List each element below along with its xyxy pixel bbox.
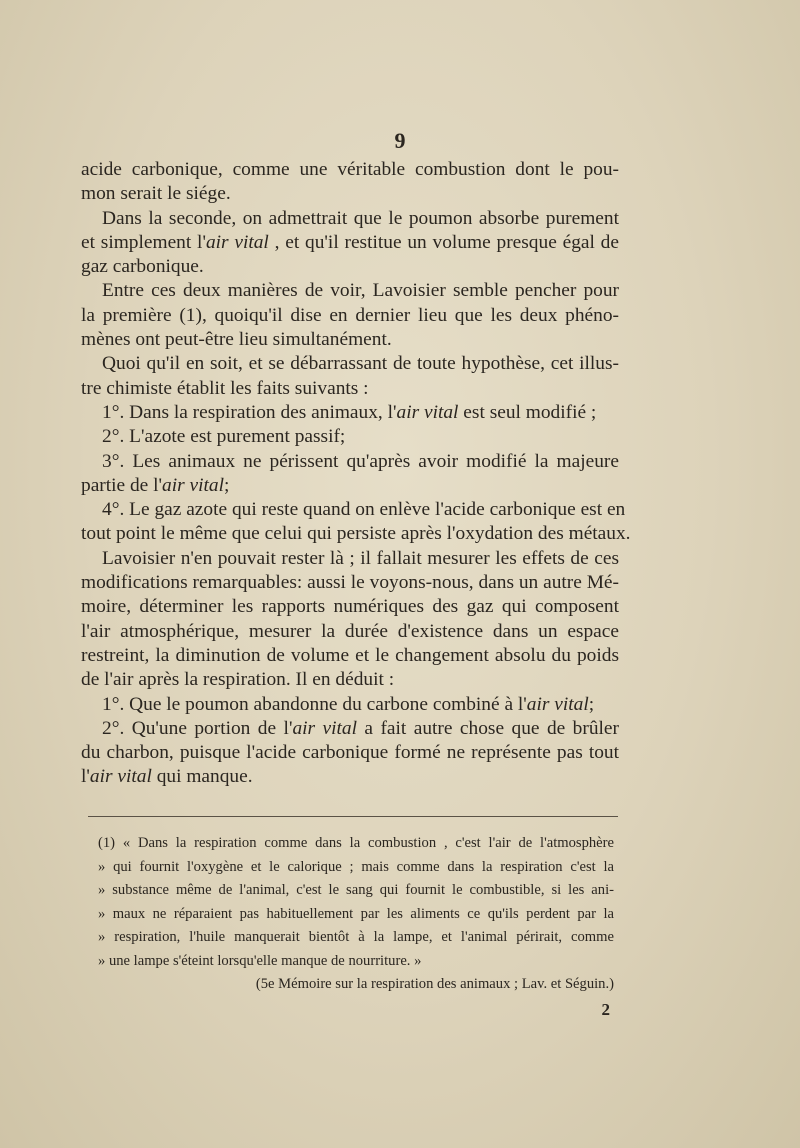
footnote-line: » qui fournit l'oxygène et le calorique ; mais comme dans la respiration c'est la [98, 858, 614, 875]
text-line: 1°. Dans la respiration des animaux, l'air vital est seul modifié ; [102, 401, 597, 423]
footnote-source: (5e Mémoire sur la respiration des animaux ; Lav. et Séguin.) [255, 976, 614, 992]
text-line: mon serait le siége. [81, 183, 231, 205]
text-line: moire, déterminer les rapports numériques des gaz qui composent [81, 596, 619, 618]
text-line: 3°. Les animaux ne périssent qu'après avoir modifié la majeure [102, 450, 619, 472]
footnote-divider [88, 816, 618, 817]
text-line: 2°. Qu'une portion de l'air vital a fait autre chose que de brûler [102, 717, 619, 739]
text-line: gaz carbonique. [81, 256, 204, 278]
text-line: du charbon, puisque l'acide carbonique formé ne représente pas tout [81, 742, 619, 764]
text-line: de l'air après la respiration. Il en déduit : [81, 669, 395, 691]
text-line: Lavoisier n'en pouvait rester là ; il fallait mesurer les effets de ces [102, 547, 619, 569]
text-line: l'air atmosphérique, mesurer la durée d'existence dans un espace [81, 620, 619, 642]
page-number: 9 [394, 128, 406, 153]
footnote-line: » une lampe s'éteint lorsqu'elle manque de nourriture. » [98, 952, 422, 969]
text-line: 4°. Le gaz azote qui reste quand on enlève l'acide carbonique est en [102, 499, 626, 521]
body-text [81, 158, 631, 790]
text-line: Entre ces deux manières de voir, Lavoisier semble pencher pour [102, 280, 619, 302]
text-line: Dans la seconde, on admettrait que le poumon absorbe purement [102, 207, 619, 229]
footnote [98, 832, 614, 997]
text-line: mènes ont peut-être lieu simultanément. [81, 329, 392, 351]
signature-mark: 2 [601, 1000, 610, 1019]
footnote-line: (1) « Dans la respiration comme dans la combustion , c'est l'air de l'atmosphère [98, 835, 614, 851]
text-line: et simplement l'air vital , et qu'il restitue un volume presque égal de [81, 231, 619, 253]
text-line: partie de l'air vital; [81, 474, 230, 496]
footnote-line: » maux ne réparaient pas habituellement par les aliments ce qu'ils perdent par la [98, 905, 614, 922]
text-line: restreint, la diminution de volume et le changement absolu du poids [81, 644, 619, 666]
text-line: modifications remarquables: aussi le voyons-nous, dans un autre Mé- [81, 572, 619, 594]
text-line: tout point le même que celui qui persiste après l'oxydation des métaux. [81, 523, 631, 545]
footnote-line: » substance même de l'animal, c'est le sang qui fournit le combustible, si les ani- [98, 882, 614, 898]
text-line: acide carbonique, comme une véritable combustion dont le pou- [81, 159, 619, 180]
text-line: 2°. L'azote est purement passif; [102, 426, 346, 448]
text-line: Quoi qu'il en soit, et se débarrassant de toute hypothèse, cet illus- [102, 353, 619, 375]
text-line: 1°. Que le poumon abandonne du carbone combiné à l'air vital; [102, 693, 595, 715]
text-line: tre chimiste établit les faits suivants : [81, 377, 369, 399]
text-line: l'air vital qui manque. [81, 766, 253, 788]
footnote-line: » respiration, l'huile manquerait bientôt à la lampe, et l'animal périrait, comme [98, 929, 614, 945]
text-line: la première (1), quoiqu'il dise en dernier lieu que les deux phéno- [81, 304, 619, 326]
